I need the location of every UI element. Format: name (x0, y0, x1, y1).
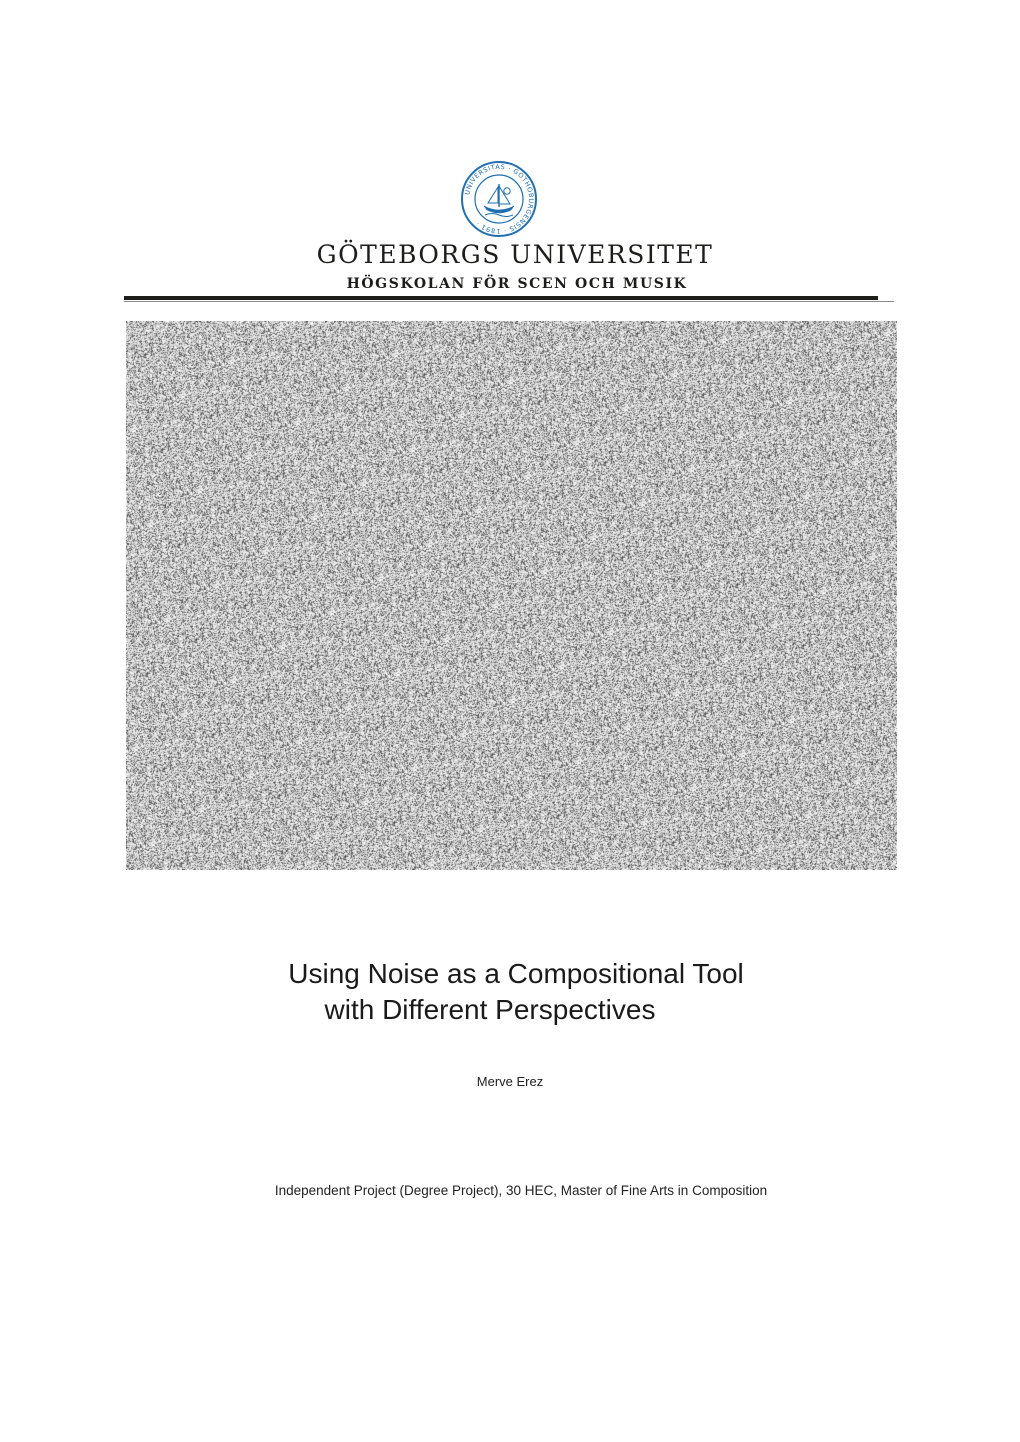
title-line-1: Using Noise as a Compositional Tool (288, 958, 744, 989)
title-line-2: with Different Perspectives (324, 994, 656, 1025)
university-seal-logo (460, 160, 538, 238)
document-title (0, 956, 1020, 1028)
author-name: Merve Erez (476, 1074, 544, 1089)
project-description: Independent Project (Degree Project), 30 HEC, Master of Fine Arts in Composition (274, 1183, 768, 1198)
svg-text:UNIVERSITAS · GOTHOBURGENSIS ·: UNIVERSITAS · GOTHOBURGENSIS · 1891 · (463, 162, 536, 236)
university-name: GÖTEBORGS UNIVERSITET (316, 240, 714, 269)
noise-cover-image (126, 321, 897, 870)
school-name: HÖGSKOLAN FÖR SCEN OCH MUSIK (346, 276, 688, 292)
header-divider-shadow (124, 301, 894, 302)
header-divider (124, 296, 878, 300)
